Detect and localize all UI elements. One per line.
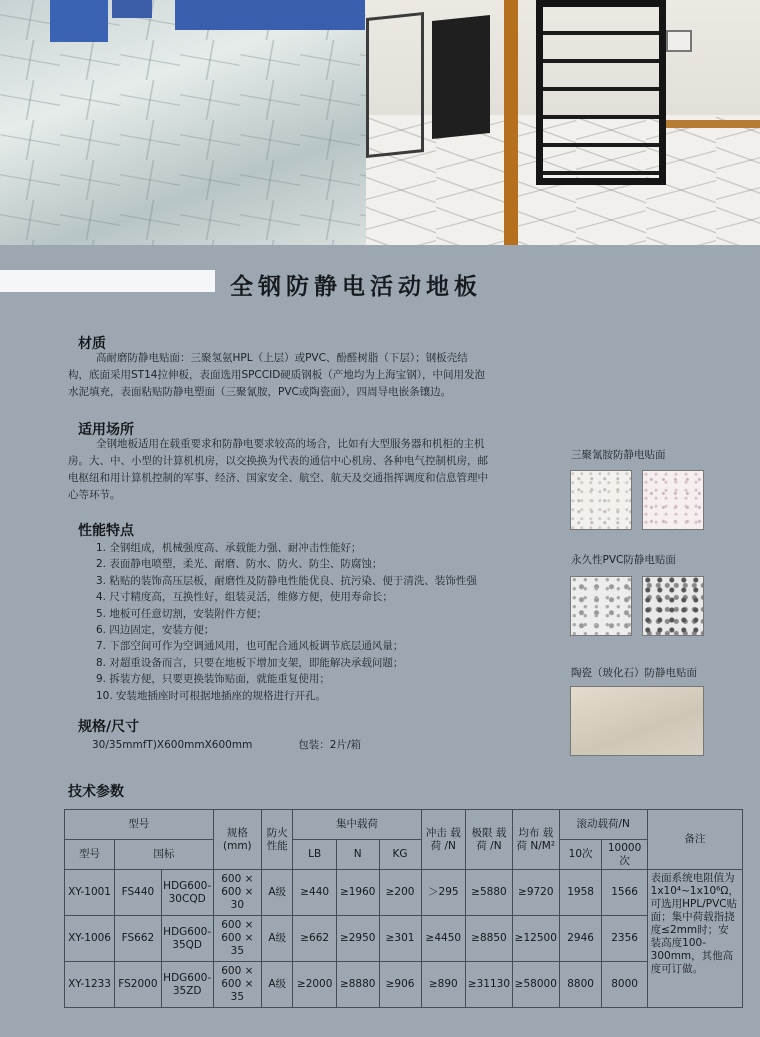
cell-fire: A级 [262,916,293,962]
melamine-swatch [642,470,704,530]
th-national: 国标 [115,840,214,870]
spec-size: 30/35mmfT)X600mmX600mm [92,739,253,751]
th-model: 型号 [65,840,115,870]
feature-item: 10. 安装地插座时可根据地插座的规格进行开孔。 [96,689,327,702]
feature-item: 9. 拆装方便，只要更换装饰贴面，就能重复使用； [96,673,330,686]
server-room-photo [366,0,760,245]
pvc-swatch [570,576,632,636]
cell-gb: FS662 [115,916,162,962]
usage-line: 全钢地板适用在载重要求和防静电要求较高的场合，比如有大型服务器和机柜的主机 [96,438,485,450]
th-model-group: 型号 [65,810,214,840]
cell-model: XY-1001 [65,870,115,916]
feature-item: 8. 对超重设备而言，只要在地板下增加支架，即能解决承载问题； [96,656,404,669]
title-accent-bar [0,270,215,292]
feature-item: 1. 全钢组成，机械强度高、承载能力强、耐冲击性能好； [96,542,362,554]
cell-lb: ≥440 [293,870,337,916]
cell-kg: ≥906 [379,962,421,1008]
page-title: 全钢防静电活动地板 [230,274,482,300]
table-header-row [65,810,743,840]
swatch-label-pvc: 永久性PVC防静电贴面 [571,554,676,566]
th-10: 10次 [559,840,602,870]
cell-n: ≥1960 [336,870,379,916]
cell-note: 表面系统电阻值为1x10⁴~1x10⁶Ω，可选用HPL/PVC贴面；集中荷载指挠度≤2mm时；安装高度100-300mm，其他高度可订做。 [647,870,742,1008]
usage-line: 房。大、中、小型的计算机机房，以交换换为代表的通信中心机房、各种电气控制机房，邮 [68,455,488,467]
cell-r10000: 1566 [602,870,647,916]
cell-kg: ≥200 [379,870,421,916]
cell-gb: FS2000 [115,962,162,1008]
cell-size: 600 × 600 × 35 [213,962,261,1008]
cell-hdg: HDG600-35QD [161,916,213,962]
cell-n: ≥2950 [336,916,379,962]
th-fire: 防火 性能 [262,810,293,870]
melamine-swatch [570,470,632,530]
features-list [96,540,556,704]
cell-model: XY-1233 [65,962,115,1008]
cell-fire: A级 [262,962,293,1008]
spec-heading: 规格/尺寸 [78,719,140,735]
feature-item: 5. 地板可任意切割，安装附件方便； [96,607,267,620]
th-n: N [336,840,379,870]
cell-r10: 1958 [559,870,602,916]
usage-line: 电枢纽和用计算机控制的军事、经济、国家安全、航空、航天及交通指挥调度和信息管理中 [68,472,488,484]
cell-size: 600 × 600 × 30 [213,870,261,916]
cell-uniform: ≥12500 [512,916,559,962]
cell-limit: ≥5880 [466,870,513,916]
pvc-swatch [642,576,704,636]
usage-heading: 适用场所 [78,422,134,438]
cell-n: ≥8880 [336,962,379,1008]
th-limit: 极限 载荷 /N [466,810,513,870]
cell-impact: ＞295 [421,870,465,916]
cell-gb: FS440 [115,870,162,916]
usage-line: 心等环节。 [68,489,121,501]
material-line: 水泥填充，表面粘贴防静电塑面（三聚氰胺，PVC或陶瓷面），四周导电嵌条镶边。 [68,386,452,398]
tech-heading: 技术参数 [68,784,124,800]
th-lb: LB [293,840,337,870]
spec-packing: 包装：2片/箱 [298,739,362,751]
cell-size: 600 × 600 × 35 [213,916,261,962]
cell-model: XY-1006 [65,916,115,962]
th-uniform: 均布 载荷 N/M² [512,810,559,870]
cell-r10: 2946 [559,916,602,962]
th-rolling: 滚动载荷/N [559,810,647,840]
cell-impact: ≥4450 [421,916,465,962]
material-text [68,350,558,401]
ceramic-swatch [570,686,704,756]
material-line: 构，底面采用ST14拉伸板，表面选用SPCCID硬质钢板（产地均为上海宝钢），中间用发泡 [68,369,486,381]
feature-item: 7. 下部空间可作为空调通风用，也可配合通风板调节底层通风量； [96,640,404,653]
cell-lb: ≥2000 [293,962,337,1008]
raised-floor-photo [0,0,366,245]
usage-text [68,436,558,504]
th-concentrated: 集中载荷 [293,810,421,840]
feature-item: 3. 粘贴的装饰高压层板，耐磨性及防静电性能优良、抗污染、便于清洗、装饰性强 [96,574,477,587]
cell-kg: ≥301 [379,916,421,962]
feature-item: 4. 尺寸精度高，互换性好，组装灵活，维修方便，使用寿命长； [96,591,393,604]
swatch-label-ceramic: 陶瓷（玻化石）防静电贴面 [571,667,697,679]
cell-uniform: ≥58000 [512,962,559,1008]
table-row [65,916,743,962]
cell-uniform: ≥9720 [512,870,559,916]
features-heading: 性能特点 [78,523,134,539]
swatch-label-melamine: 三聚氰胺防静电贴面 [571,449,666,461]
cell-limit: ≥8850 [466,916,513,962]
material-line: 高耐磨防静电贴面：三聚氢氨HPL（上层）或PVC、酚醛树脂（下层）；钢板壳结 [96,352,468,364]
feature-item: 6. 四边固定，安装方便； [96,624,215,637]
feature-item: 2. 表面静电喷塑，柔光、耐磨、防水、防火、防尘、防腐蚀； [96,558,383,571]
material-heading: 材质 [78,336,106,352]
cell-r10: 8800 [559,962,602,1008]
tech-params-table [64,809,743,1008]
th-impact: 冲击 载荷 /N [421,810,465,870]
cell-lb: ≥662 [293,916,337,962]
th-notes: 备注 [647,810,742,870]
cell-r10000: 2356 [602,916,647,962]
cell-r10000: 8000 [602,962,647,1008]
header-photos [0,0,760,245]
spec-line [92,737,361,752]
th-10000: 10000次 [602,840,647,870]
cell-hdg: HDG600-35ZD [161,962,213,1008]
table-row [65,962,743,1008]
cell-fire: A级 [262,870,293,916]
table-subheader-row [65,840,743,870]
cell-limit: ≥31130 [466,962,513,1008]
cell-hdg: HDG600-30CQD [161,870,213,916]
th-kg: KG [379,840,421,870]
table-row [65,870,743,916]
th-spec: 规格 (mm) [213,810,261,870]
cell-impact: ≥890 [421,962,465,1008]
